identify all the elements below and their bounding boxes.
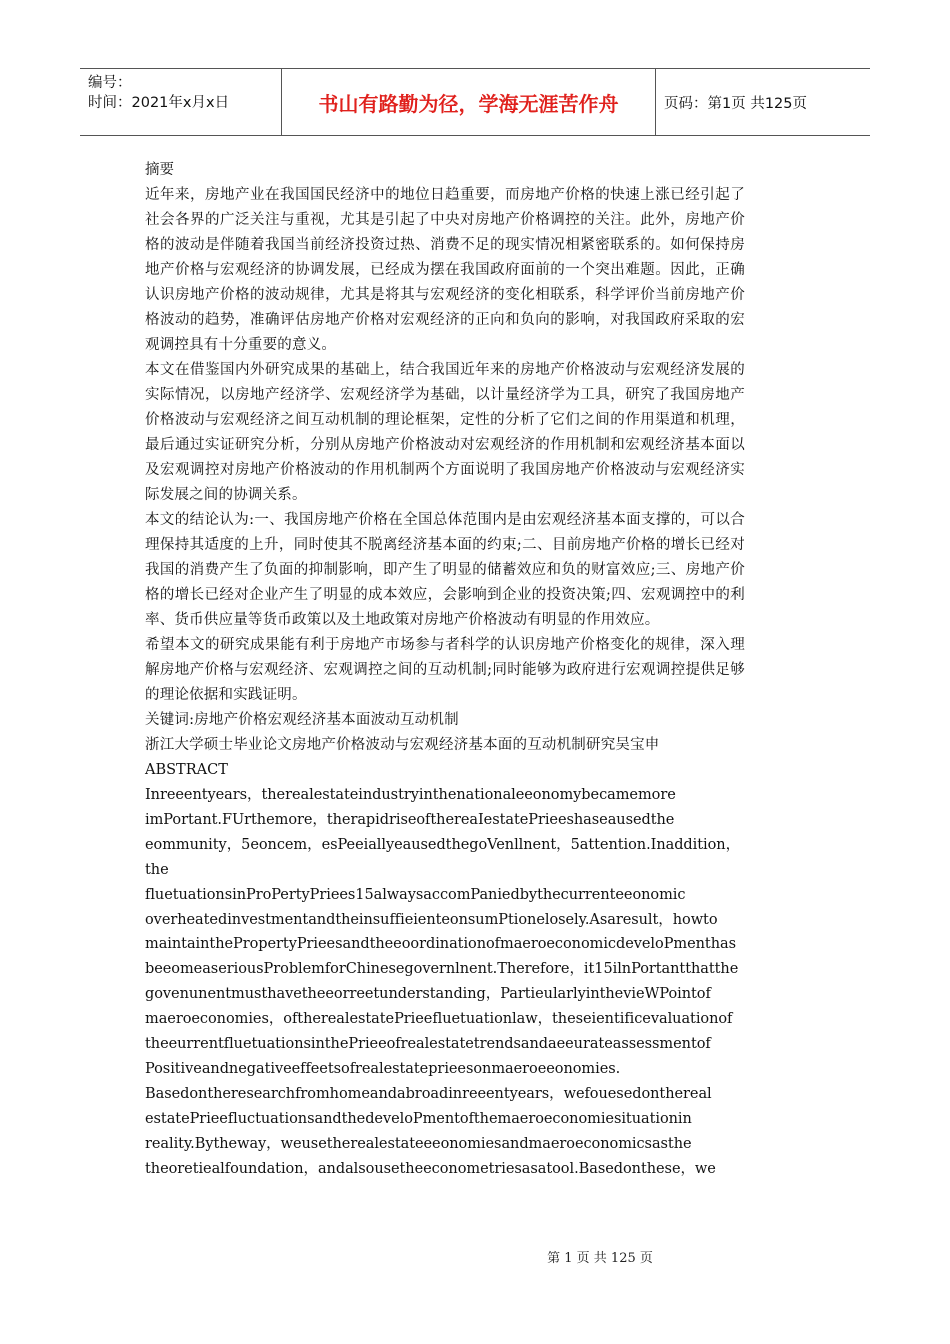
abstract-line: estatePrieefluctuationsandthedeveloPmentofthemaeroeconomiesituationin — [145, 1110, 692, 1127]
abstract-line: eommunity，5eoncem，esPeeiallyeausedthegoVenllnent，5attention.Inaddition，the — [145, 836, 741, 878]
abstract-line: overheatedinvestmentandtheinsuffieienteonsumPtionelosely.Asaresult，howto — [145, 911, 718, 928]
header-motto: 书山有路勤为径，学海无涯苦作舟 — [282, 69, 656, 135]
abstract-line: reality.Bytheway，weusetherealestateeeonomiesandmaeroeconomicsasthe — [145, 1135, 692, 1152]
abstract-line: theeurrentfluetuationsinthePrieeofrealestatetrendsandaeeurateassessmentof — [145, 1036, 711, 1053]
abstract-paragraph: 本文在借鉴国内外研究成果的基础上，结合我国近年来的房地产价格波动与宏观经济发展的实际情况，以房地产经济学、宏观经济学为基础，以计量经济学为工具，研究了我国房地产价格波动与宏观经济之间互动机制的理论框架，定性的分析了它们之间的作用渠道和机理，最后通过实证研究分析，分别从房地产价格波动对宏观经济的作用机制和宏观经济基本面以及宏观调控对房地产价格波动的作用机制两个方面说明了我国房地产价格波动与宏观经济实际发展之间的协调关系。 — [145, 362, 745, 503]
english-abstract-title: ABSTRACT — [145, 762, 228, 778]
abstract-title: 摘要 — [145, 162, 174, 178]
abstract-line: govenunentmusthavetheeorreetunderstanding，PartieularlyinthevieWPointof — [145, 986, 711, 1003]
abstract-line: beeomeaseriousProblemforChinesegovernlnent.Therefore，it15ilnPortantthatthe — [145, 961, 739, 978]
abstract-line: imPortant.FUrthemore，therapidriseofthereaIestatePrieeshaseausedthe — [145, 811, 675, 828]
header-meta — [80, 69, 282, 135]
serial-label: 编号： — [88, 75, 132, 91]
abstract-paragraph: 本文的结论认为:一、我国房地产价格在全国总体范围内是由宏观经济基本面支撑的，可以合理保持其适度的上升，同时使其不脱离经济基本面的约束;二、目前房地产价格的增长已经对我国的消费产生了负面的抑制影响，即产生了明显的储蓄效应和负的财富效应;三、房地产价格的增长已经对企业产生了明显的成本效应，会影响到企业的投资决策;四、宏观调控中的利率、货币供应量等货币政策以及土地政策对房地产价格波动有明显的作用效应。 — [145, 512, 745, 628]
abstract-line: Inreeentyears，therealestateindustryinthenationaleeonomybecamemore — [145, 787, 676, 803]
chinese-abstract — [145, 158, 745, 758]
thesis-title-line: 浙江大学硕士毕业论文房地产价格波动与宏观经济基本面的互动机制研究吴宝申 — [145, 737, 660, 753]
abstract-line: theoretiealfoundation，andalsousetheeconometriesasatool.Basedonthese，we — [145, 1160, 716, 1177]
abstract-line: maeroeconomies，oftherealestatePrieefluetuationlaw，theseientificevaluationof — [145, 1011, 733, 1028]
page-footer: 第 1 页 共 125 页 — [547, 1251, 653, 1266]
abstract-line: Basedontheresearchfromhomeandabroadinreeentyears，wefouesedonthereal — [145, 1085, 712, 1102]
document-body — [145, 158, 745, 1182]
date-line: 时间：2021年x月x日 — [88, 95, 230, 111]
abstract-paragraph: 希望本文的研究成果能有利于房地产市场参与者科学的认识房地产价格变化的规律，深入理解房地产价格与宏观经济、宏观调控之间的互动机制;同时能够为政府进行宏观调控提供足够的理论依据和实践证明。 — [145, 637, 745, 703]
abstract-line: maintainthePropertyPrieesandtheeoordinationofmaeroeconomicdeveloPmenthas — [145, 936, 736, 953]
page-header — [80, 68, 870, 136]
abstract-paragraph: 近年来，房地产业在我国国民经济中的地位日趋重要，而房地产价格的快速上涨已经引起了社会各界的广泛关注与重视，尤其是引起了中央对房地产价格调控的关注。此外，房地产价格的波动是伴随着我国当前经济投资过热、消费不足的现实情况相紧密联系的。如何保持房地产价格与宏观经济的协调发展，已经成为摆在我国政府面前的一个突出难题。因此，正确认识房地产价格的波动规律，尤其是将其与宏观经济的变化相联系，科学评价当前房地产价格波动的趋势，准确评估房地产价格对宏观经济的正向和负向的影响，对我国政府采取的宏观调控具有十分重要的意义。 — [145, 187, 745, 353]
abstract-line: fluetuationsinProPertyPriees15alwaysaccomPaniedbythecurrenteeonomic — [145, 886, 686, 903]
header-page-number: 页码：第1页 共125页 — [664, 95, 808, 112]
english-abstract — [145, 758, 745, 1182]
abstract-line: Positiveandnegativeeffeetsofrealestateprieesonmaeroeeonomies. — [145, 1060, 621, 1077]
keywords: 关键词:房地产价格宏观经济基本面波动互动机制 — [145, 712, 459, 728]
